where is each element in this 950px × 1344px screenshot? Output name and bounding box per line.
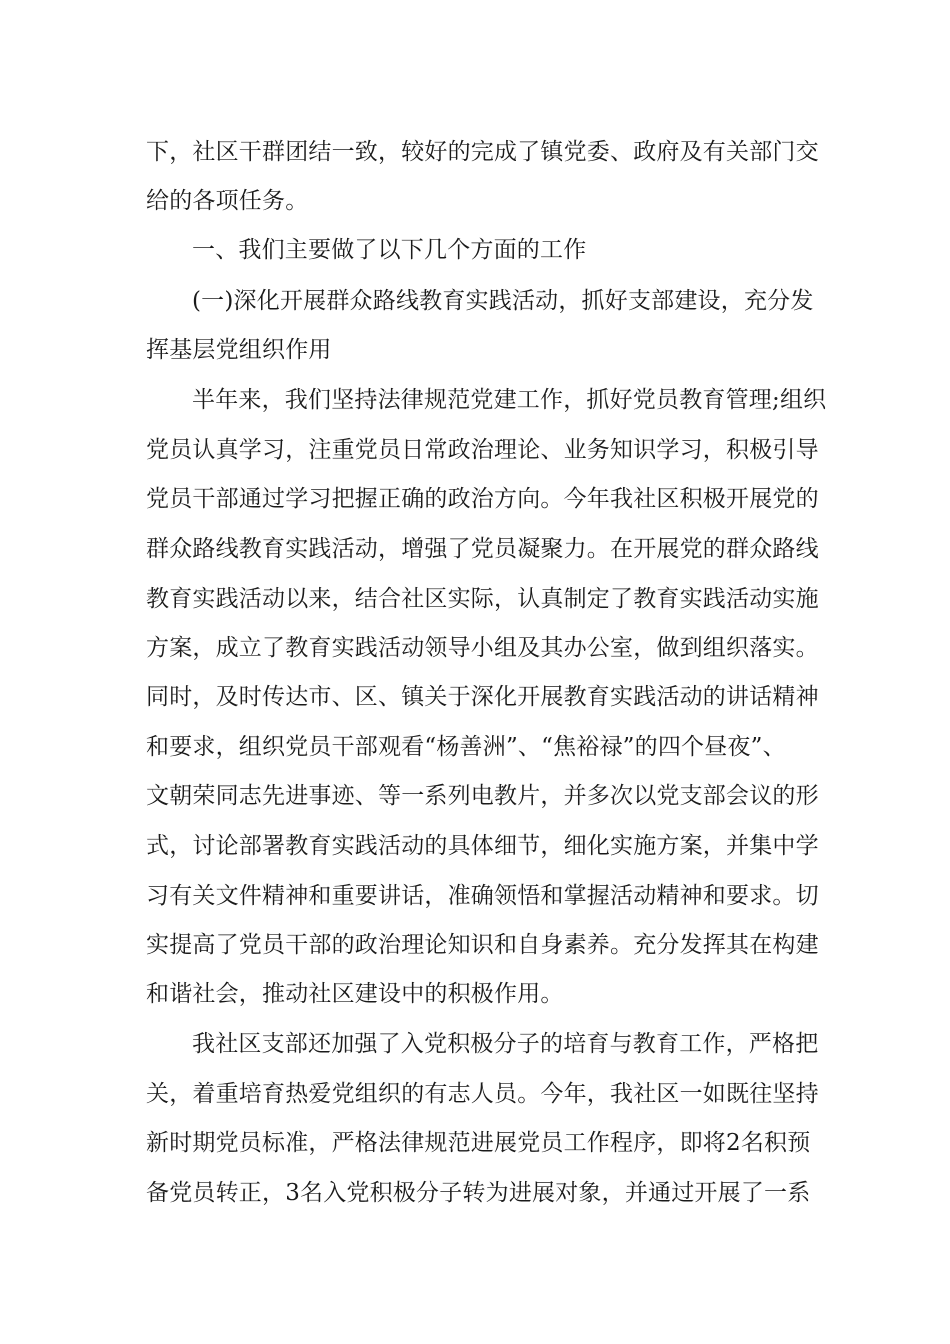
subsection-heading: (一)深化开展群众路线教育实践活动，抓好支部建设，充分发 xyxy=(192,288,814,314)
text-line: 我社区支部还加强了入党积极分子的培育与教育工作，严格把 xyxy=(192,1031,819,1057)
text-line: 文朝荣同志先进事迹、等一系列电教片，并多次以党支部会议的形 xyxy=(146,783,819,809)
text-line: 党员认真学习，注重党员日常政治理论、业务知识学习，积极引导 xyxy=(146,437,819,463)
section-heading: 一、我们主要做了以下几个方面的工作 xyxy=(192,237,587,263)
text-line: 给的各项任务。 xyxy=(146,188,309,214)
subsection-heading-continued: 挥基层党组织作用 xyxy=(146,337,332,363)
text-line: 同时，及时传达市、区、镇关于深化开展教育实践活动的讲话精神 xyxy=(146,684,819,710)
text-line: 半年来，我们坚持法律规范党建工作，抓好党员教育管理;组织 xyxy=(192,387,827,413)
text-line: 和要求，组织党员干部观看“杨善洲”、“焦裕禄”的四个昼夜”、 xyxy=(146,734,786,760)
text-line: 式，讨论部署教育实践活动的具体细节，细化实施方案，并集中学 xyxy=(146,833,819,859)
text-line: 群众路线教育实践活动，增强了党员凝聚力。在开展党的群众路线 xyxy=(146,536,819,562)
text-line: 方案，成立了教育实践活动领导小组及其办公室，做到组织落实。 xyxy=(146,635,819,661)
text-line: 和谐社会，推动社区建设中的积极作用。 xyxy=(146,981,564,1007)
text-line: 新时期党员标准，严格法律规范进展党员工作程序，即将2名积预 xyxy=(146,1130,811,1156)
text-line: 备党员转正，3名入党积极分子转为进展对象，并通过开展了一系 xyxy=(146,1180,811,1206)
text-line: 下，社区干群团结一致，较好的完成了镇党委、政府及有关部门交 xyxy=(146,139,819,165)
text-line: 习有关文件精神和重要讲话，准确领悟和掌握活动精神和要求。切 xyxy=(146,883,819,909)
text-line: 党员干部通过学习把握正确的政治方向。今年我社区积极开展党的 xyxy=(146,486,819,512)
text-line: 关，着重培育热爱党组织的有志人员。今年，我社区一如既往坚持 xyxy=(146,1081,819,1107)
text-line: 教育实践活动以来，结合社区实际，认真制定了教育实践活动实施 xyxy=(146,586,819,612)
text-line: 实提高了党员干部的政治理论知识和自身素养。充分发挥其在构建 xyxy=(146,932,819,958)
